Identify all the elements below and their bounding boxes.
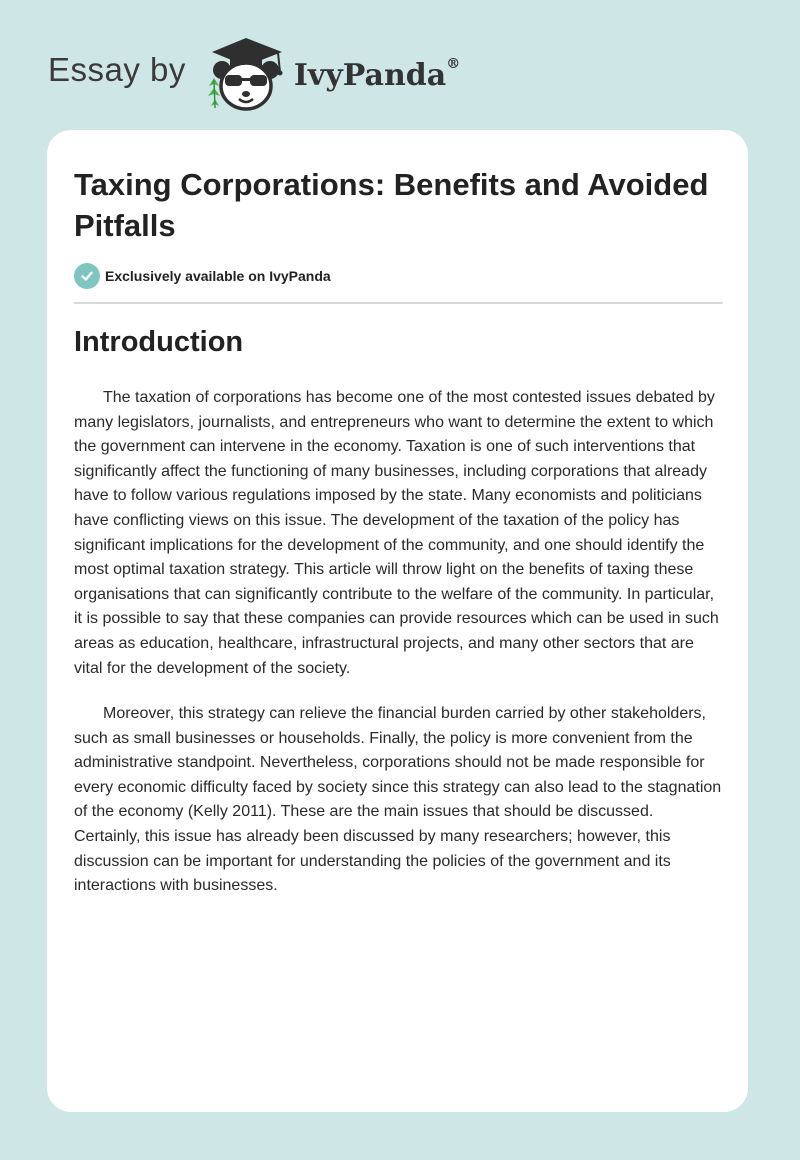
panda-graduate-icon[interactable] xyxy=(200,34,290,114)
exclusive-badge xyxy=(74,263,331,289)
brand-name-text: IvyPanda xyxy=(293,57,447,93)
check-icon xyxy=(74,263,100,289)
article-title: Taxing Corporations: Benefits and Avoided Pitfalls xyxy=(74,167,709,243)
brand-name[interactable] xyxy=(293,55,461,93)
exclusive-text: Exclusively available on IvyPanda xyxy=(105,268,331,284)
essay-by-label: Essay by xyxy=(48,51,186,88)
paragraph: The taxation of corporations has become one of the most contested issues debated by many legislators, journalists, and entrepreneurs who want to determine the extent to which the government can intervene in the economy. Taxation is one of such interventions that significantly affect the functioning of many businesses, including corporations that already have to follow various regulations imposed by the state. Many economists and politicians have conflicting views on this issue. The development of the taxation of the policy has significant implications for the development of the community, and one should identify the most optimal taxation strategy. This article will throw light on the benefits of taxing these organisations that can significantly contribute to the welfare of the community. In particular, it is possible to say that these companies can provide resources which can be used in such areas as education, healthcare, infrastructural projects, and many other sectors that are vital for the development of the society. xyxy=(74,389,719,677)
paragraph: Moreover, this strategy can relieve the financial burden carried by other stakeholders, such as small businesses or households. Finally, the policy is more convenient from the administrative standpoint. Nevertheless, corporations should not be made responsible for every economic difficulty faced by society since this strategy can also lead to the stagnation of the economy (Kelly 2011). These are the main issues that should be discussed. Certainly, this issue has already been discussed by many researchers; however, this discussion can be important for understanding the policies of the government and its interactions with businesses. xyxy=(74,705,722,895)
registered-mark: ® xyxy=(446,55,461,72)
site-header xyxy=(48,34,460,114)
divider xyxy=(74,302,723,304)
section-heading-introduction: Introduction xyxy=(74,326,244,358)
article-card xyxy=(47,130,748,1112)
